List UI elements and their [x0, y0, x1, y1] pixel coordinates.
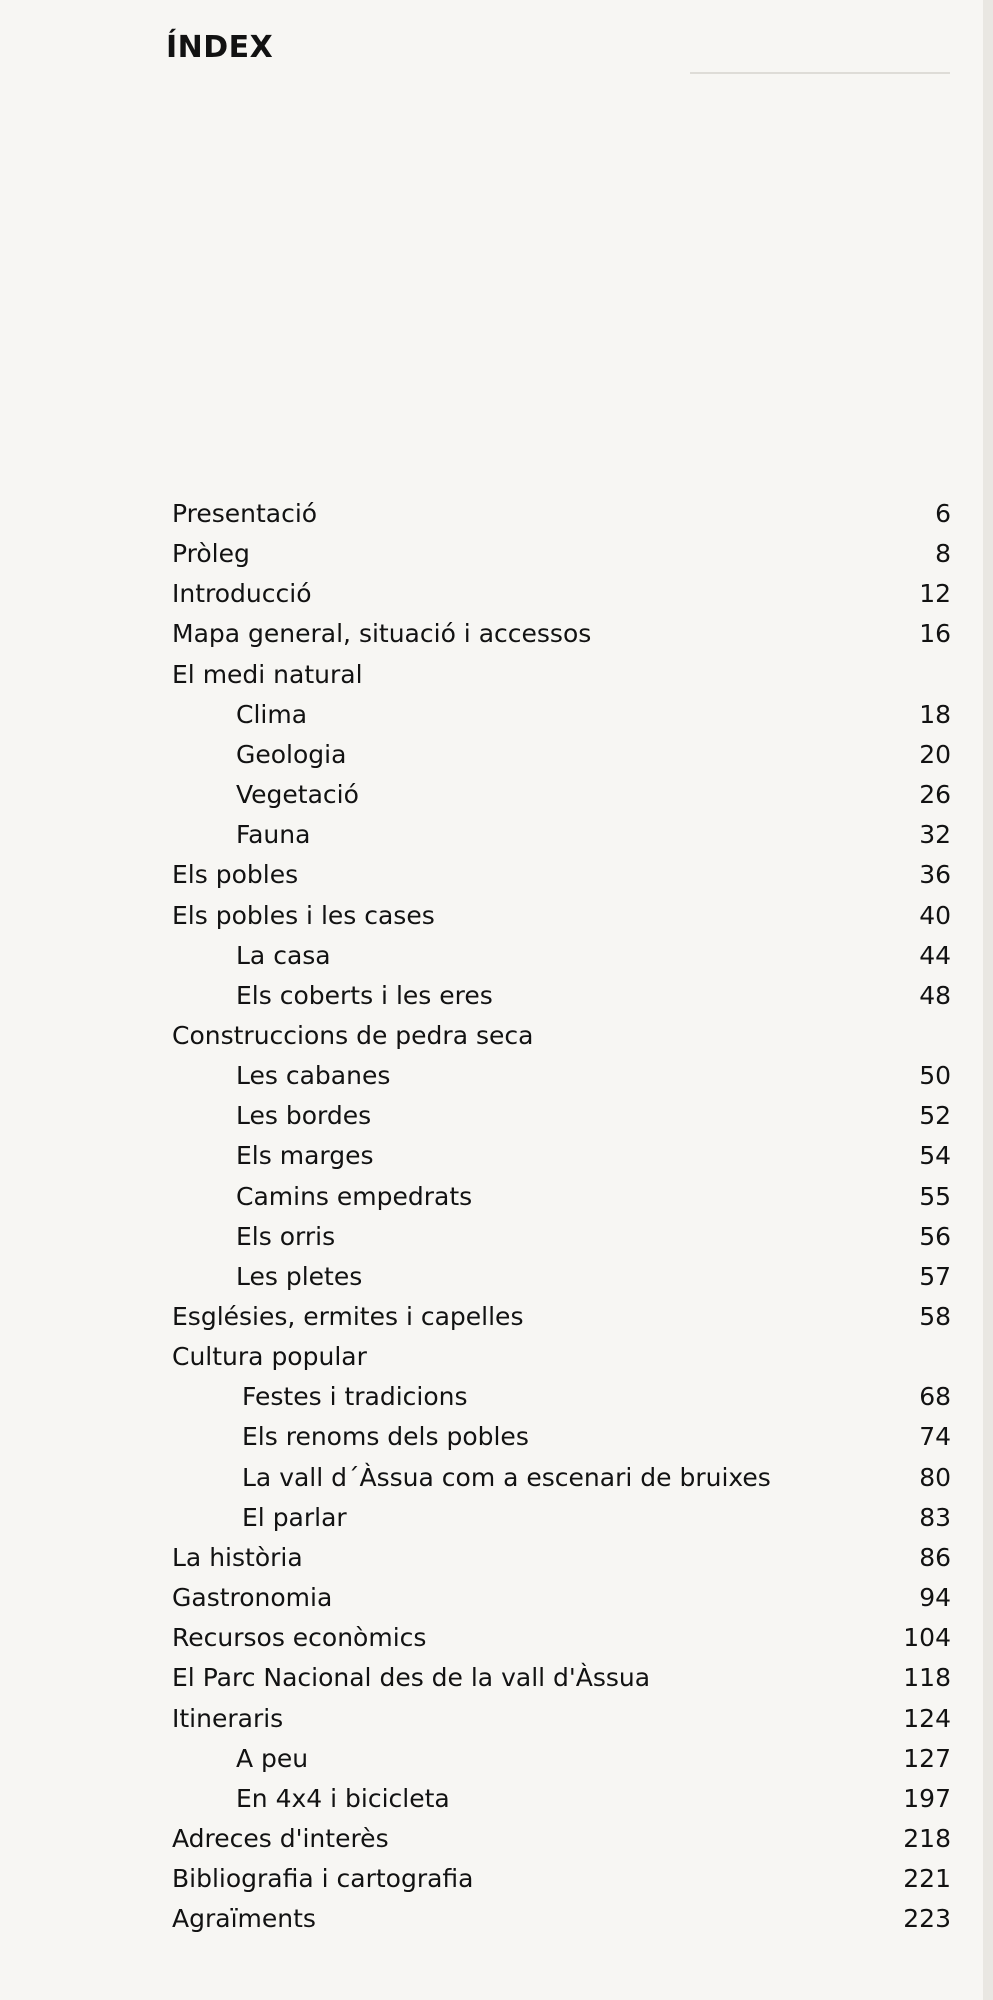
toc-entry-page: 36	[919, 860, 951, 890]
toc-entry-title: Camins empedrats	[236, 1181, 473, 1211]
toc-entry-page: 16	[919, 619, 951, 649]
toc-entry	[0, 1620, 993, 1656]
toc-entry-title: A peu	[236, 1743, 309, 1773]
toc-entry-title: La casa	[236, 940, 331, 970]
toc-entry-title: El medi natural	[172, 659, 363, 689]
toc-entry-title: Construccions de pedra seca	[172, 1020, 534, 1050]
toc-entry-page: 118	[903, 1663, 951, 1693]
toc-entry-page: 44	[919, 940, 951, 970]
toc-entry	[0, 1460, 993, 1496]
toc-entry-page: 83	[919, 1502, 951, 1532]
toc-entry-page: 55	[919, 1181, 951, 1211]
toc-entry-title: El parlar	[242, 1502, 347, 1532]
toc-entry	[0, 1500, 993, 1536]
toc-entry-title: Els orris	[236, 1221, 336, 1251]
toc-entry-page: 104	[903, 1623, 951, 1653]
toc-entry	[0, 817, 993, 853]
toc-entry-page: 197	[903, 1783, 951, 1813]
toc-entry-page: 56	[919, 1221, 951, 1251]
toc-entry-page: 223	[903, 1904, 951, 1934]
toc-entry	[0, 536, 993, 572]
toc-entry-title: Introducció	[172, 579, 312, 609]
toc-entry	[0, 1901, 993, 1937]
toc-entry-title: Els coberts i les eres	[236, 980, 493, 1010]
toc-entry-title: Els marges	[236, 1141, 374, 1171]
toc-entry-title: Clima	[236, 699, 308, 729]
toc-entry-title: Presentació	[172, 499, 318, 528]
toc-entry-page: 6	[935, 499, 951, 528]
toc-entry	[0, 857, 993, 893]
toc-entry-title: Les pletes	[236, 1261, 363, 1291]
toc-entry-title: Esglésies, ermites i capelles	[172, 1302, 524, 1331]
toc-entry-page: 86	[919, 1542, 951, 1572]
toc-entry	[0, 1419, 993, 1455]
toc-entry	[0, 978, 993, 1014]
toc-entry-title: Festes i tradicions	[242, 1382, 468, 1412]
toc-entry-page: 18	[919, 699, 951, 729]
toc-entry	[0, 1861, 993, 1897]
toc-entry-title: Els pobles	[172, 860, 299, 890]
toc-entry	[0, 938, 993, 974]
toc-entry-page: 32	[919, 820, 951, 850]
toc-entry	[0, 576, 993, 612]
toc-entry	[0, 1259, 993, 1295]
toc-entry	[0, 737, 993, 773]
toc-entry	[0, 1219, 993, 1255]
toc-entry	[0, 1058, 993, 1094]
toc-entry-page: 57	[919, 1261, 951, 1291]
toc-entry	[0, 1660, 993, 1696]
toc-entry	[0, 1540, 993, 1576]
toc-entry-title: Itineraris	[172, 1703, 284, 1733]
toc-entry	[0, 1379, 993, 1415]
toc-entry-page: 218	[903, 1823, 951, 1853]
toc-entry-page: 127	[903, 1743, 951, 1773]
toc-entry-page: 68	[919, 1382, 951, 1412]
toc-entry-page: 8	[935, 539, 951, 569]
toc-entry-title: Mapa general, situació i accessos	[172, 619, 592, 649]
toc-entry-page: 221	[903, 1864, 951, 1894]
toc-entry-page: 26	[919, 780, 951, 810]
toc-entry-page: 12	[919, 579, 951, 609]
toc-entry-title: Bibliografia i cartografia	[172, 1864, 474, 1894]
toc-entry-title: Fauna	[236, 820, 311, 850]
toc-entry	[0, 496, 993, 532]
toc-entry	[0, 1781, 993, 1817]
toc-entry-title: Gastronomia	[172, 1583, 333, 1613]
toc-entry	[0, 657, 993, 693]
toc-entry-title: Agraïments	[172, 1904, 316, 1934]
toc-entry-page: 124	[903, 1703, 951, 1733]
toc-entry	[0, 616, 993, 652]
toc-entry-title: Pròleg	[172, 539, 250, 569]
toc-entry-title: Cultura popular	[172, 1342, 367, 1372]
toc-entry-title: El Parc Nacional des de la vall d'Àssua	[172, 1663, 651, 1693]
toc-entry	[0, 1018, 993, 1054]
toc-entry-page: 54	[919, 1141, 951, 1171]
toc-entry	[0, 1741, 993, 1777]
toc-entry-page: 48	[919, 980, 951, 1010]
toc-entry	[0, 1138, 993, 1174]
toc-entry	[0, 1580, 993, 1616]
toc-entry-page: 40	[919, 900, 951, 930]
toc-entry-title: Geologia	[236, 739, 347, 769]
toc-entry-page: 20	[919, 739, 951, 769]
toc-entry	[0, 1098, 993, 1134]
toc-entry-title: La vall d´Àssua com a escenari de bruixes	[242, 1462, 771, 1492]
toc-entry	[0, 1821, 993, 1857]
toc-entry-title: En 4x4 i bicicleta	[236, 1783, 450, 1813]
toc-entry-title: Els pobles i les cases	[172, 900, 435, 930]
toc-entry-page: 94	[919, 1583, 951, 1613]
toc-entry-page: 74	[919, 1422, 951, 1452]
toc-entry-title: Les cabanes	[236, 1061, 391, 1091]
page-title: ÍNDEX	[166, 30, 274, 65]
toc-entry	[0, 777, 993, 813]
toc-entry-page: 50	[919, 1061, 951, 1091]
toc-entry	[0, 1339, 993, 1375]
bleed-through-rule	[690, 72, 950, 74]
toc-entry-title: La història	[172, 1542, 303, 1572]
toc-entry-title: Les bordes	[236, 1101, 372, 1131]
toc-entry	[0, 697, 993, 733]
toc-entry-title: Els renoms dels pobles	[242, 1422, 529, 1452]
toc-entry-title: Recursos econòmics	[172, 1623, 427, 1653]
toc-entry	[0, 1179, 993, 1215]
toc-entry-title: Vegetació	[236, 780, 359, 810]
toc-entry	[0, 898, 993, 934]
toc-entry-title: Adreces d'interès	[172, 1823, 389, 1853]
toc-entry-page: 58	[919, 1302, 951, 1331]
toc-entry	[0, 1299, 993, 1335]
toc-entry-page: 52	[919, 1101, 951, 1131]
toc-entry-page: 80	[919, 1462, 951, 1492]
toc-entry	[0, 1701, 993, 1737]
